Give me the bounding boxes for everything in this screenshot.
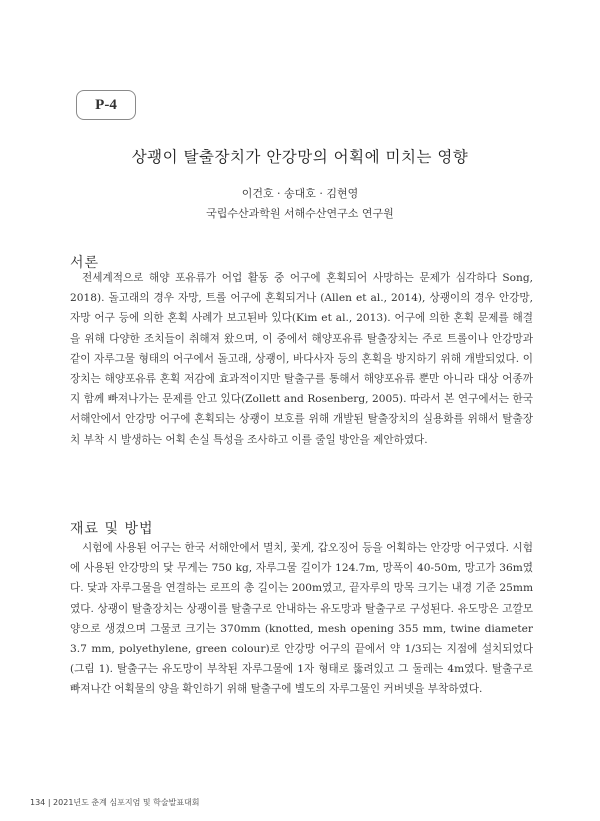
section-heading-introduction: 서론 [70, 255, 100, 271]
section-body-methods: 시험에 사용된 어구는 한국 서해안에서 멸치, 꽃게, 갑오징어 등을 어획하는 안강망 어구였다. 시험에 사용된 안강망의 닻 무게는 750 kg, 자루그물 길이가 124.7m, 망폭이 40-50m, 망고가 36m였다. 닻과 자루그물을 연결하는 로프의 총 길이는 200m였고, 끝자루의 망목 크기는 내경 기준 25mm였다. 상괭이 탈출장치는 상괭이를 탈출구로 안내하는 유도망과 탈출구로 구성된다. 유도망은 고깔모양으로 생겼으며 그물코 크기는 370mm (knotted, mesh opening 355 mm, twine diameter 3.7 mm, polyethylene, green colour)로 안강망 어구의 끝에서 약 1/3되는 지점에 설치되었다(그림 1). 탈출구는 유도망이 부착된 자루그물에 1자 형태로 뚫려있고 그 둘레는 4m였다. 탈출구로 빠져나간 어획물의 양을 확인하기 위해 탈출구에 별도의 자루그물인 커버넷을 부착하였다. [70, 542, 533, 696]
section-body-introduction: 전세계적으로 해양 포유류가 어업 활동 중 어구에 혼획되어 사망하는 문제가 심각하다 Song, 2018). 돌고래의 경우 자망, 트롤 어구에 혼획되거나 (Allen et al., 2014), 상괭이의 경우 안강망, 자망 어구 등에 의한 혼획 사례가 보고된바 있다(Kim et al., 2013). 어구에 의한 혼획 문제를 해결을 위해 다양한 조치들이 취해져 왔으며, 이 중에서 해양포유류 탈출장치는 주로 트롤이나 안강망과 같이 자루그물 형태의 어구에서 돌고래, 상괭이, 바다사자 등의 혼획을 방지하기 위해 개발되었다. 이 장치는 해양포유류 혼획 저감에 효과적이지만 탈출구를 통해서 해양포유류 뿐만 아니라 대상 어종까지 함께 빠져나가는 문제를 안고 있다(Zollett and Rosenberg, 2005). 따라서 본 연구에서는 한국 서해안에서 안강망 어구에 혼획되는 상괭이 보호를 위해 개발된 탈출장치의 실용화를 위해서 탈출장치 부착 시 발생하는 어획 손실 특성을 조사하고 이를 줄일 방안을 제안하였다. [70, 272, 533, 446]
affiliation: 국립수산과학원 서해수산연구소 연구원 [206, 207, 394, 220]
page-footer: 134 | 2021년도 춘계 심포지엄 및 학술발표대회 [30, 798, 200, 807]
author-list: 이건호 · 송대호 · 김현영 [241, 187, 359, 200]
poster-number-badge: P-4 [76, 90, 136, 120]
section-heading-methods: 재료 및 방법 [70, 521, 154, 537]
paper-title: 상괭이 탈출장치가 안강망의 어획에 미치는 영향 [131, 148, 469, 166]
